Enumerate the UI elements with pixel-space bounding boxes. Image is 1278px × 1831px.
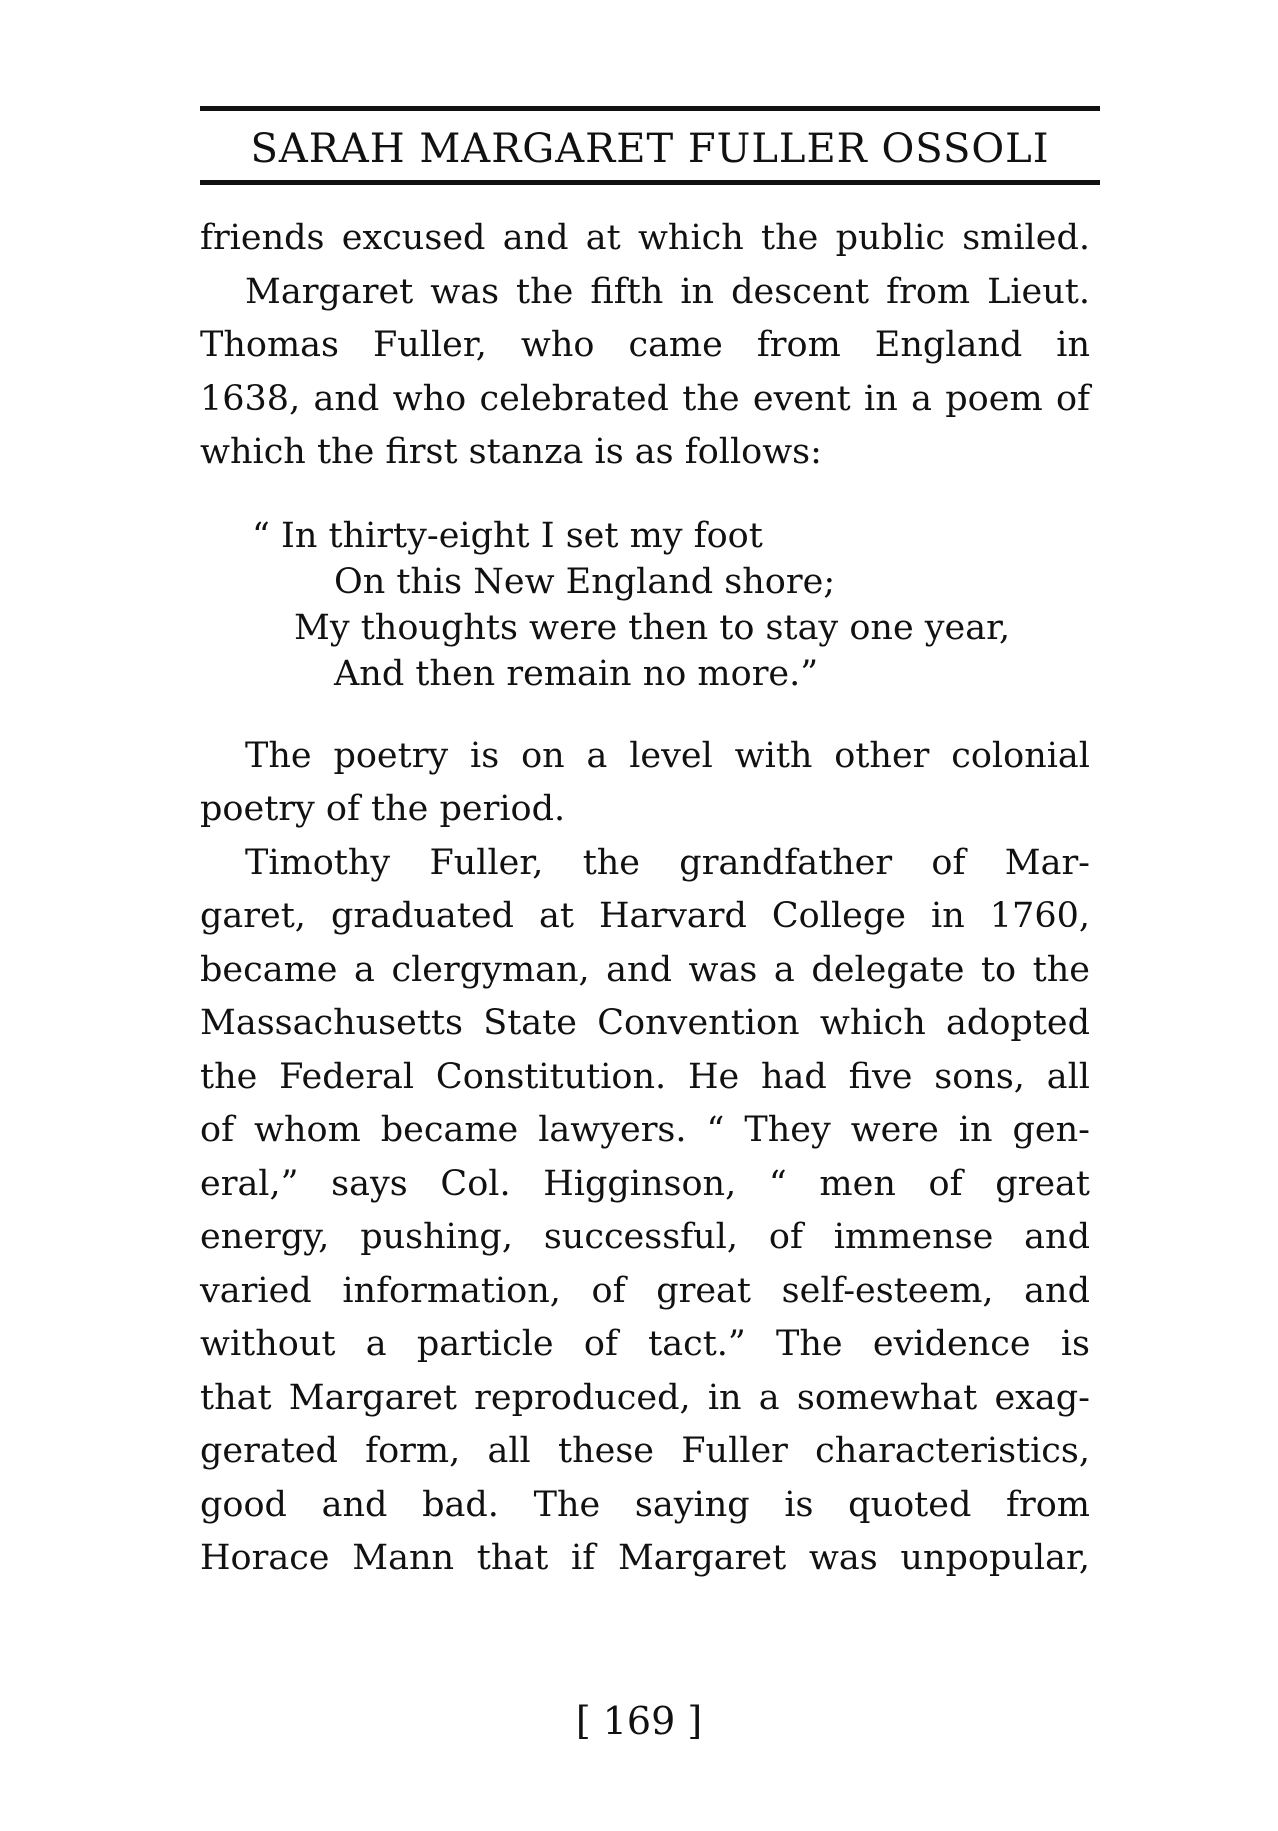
text-line: which the first stanza is as follows: [200, 432, 822, 472]
text-line: Timothy Fuller, the grandfather of Mar- [245, 842, 1090, 883]
poem-stanza [200, 513, 1090, 697]
text-line: Massachusetts State Convention which adopted [200, 1003, 1090, 1043]
text-line: 1638, and who celebrated the event in a poem of [200, 378, 1090, 419]
running-title: SARAH MARGARET FULLER OSSOLI [250, 126, 1050, 172]
text-line: poetry of the period. [200, 789, 566, 829]
header-rule-top [200, 106, 1100, 111]
text-line: eral,” says Col. Higginson, “ men of great [200, 1163, 1090, 1204]
text-line: of whom became lawyers. “ They were in gen- [200, 1110, 1090, 1150]
text-line: Margaret was the fifth in descent from Lieut. [245, 271, 1090, 312]
poem-line: On this New England shore; [334, 561, 836, 602]
text-line: without a particle of tact.” The evidence is [200, 1324, 1090, 1364]
poem-line: And then remain no more.” [334, 653, 819, 694]
poem-line: “ In thirty-eight I set my foot [252, 515, 763, 556]
text-line: friends excused and at which the public smiled. [200, 218, 1090, 258]
text-line: good and bad. The saying is quoted from [200, 1484, 1090, 1525]
text-line: Thomas Fuller, who came from England in [200, 325, 1090, 365]
text-line: varied information, of great self-esteem, and [200, 1270, 1090, 1311]
header-rule-bottom [200, 180, 1100, 185]
body-text [200, 212, 1090, 1586]
text-line: garet, graduated at Harvard College in 1760, [200, 896, 1090, 936]
page-number: [ 169 ] [575, 1699, 703, 1743]
text-line: energy, pushing, successful, of immense and [200, 1217, 1090, 1257]
text-line: became a clergyman, and was a delegate to the [200, 949, 1090, 990]
text-line: The poetry is on a level with other colonial [245, 735, 1090, 776]
text-line: that Margaret reproduced, in a somewhat exag- [200, 1377, 1090, 1418]
text-line: gerated form, all these Fuller characteristics, [200, 1431, 1090, 1471]
text-line: Horace Mann that if Margaret was unpopular, [200, 1538, 1090, 1578]
poem-line: My thoughts were then to stay one year, [294, 607, 1011, 648]
text-line: the Federal Constitution. He had five sons, all [200, 1056, 1090, 1097]
